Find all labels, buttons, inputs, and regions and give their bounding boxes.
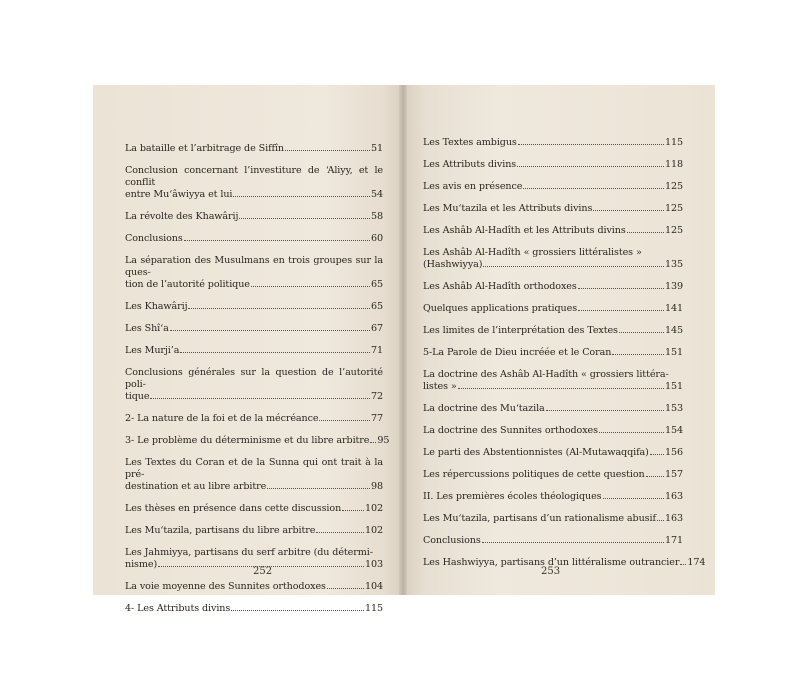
toc-entry [423, 491, 683, 503]
toc-entry-title-continued: destination et au libre arbitre [125, 481, 267, 492]
toc-entry [125, 255, 383, 291]
leader-dots [546, 410, 664, 411]
leader-dots [680, 564, 686, 565]
toc-entry [125, 323, 383, 335]
toc-entry [125, 503, 383, 515]
toc-entry-page: 141 [664, 303, 683, 314]
leader-dots [150, 398, 370, 399]
toc-entry-page: 98 [370, 481, 383, 492]
toc-entry [423, 347, 683, 359]
toc-entry [125, 603, 383, 615]
page-number-right: 253 [541, 566, 561, 577]
page-number-left: 252 [253, 566, 273, 577]
toc-entry-page: 163 [664, 491, 683, 502]
toc-entry [125, 211, 383, 223]
toc-entry-page: 54 [370, 189, 383, 200]
toc-entry-title: Le parti des Abstentionnistes (Al-Mutawaqqifa) [423, 447, 649, 458]
toc-entry [423, 159, 683, 171]
toc-entry [125, 345, 383, 357]
leader-dots [657, 520, 664, 521]
leader-dots [251, 286, 370, 287]
toc-entry-page: 115 [664, 137, 683, 148]
leader-dots [482, 542, 664, 543]
toc-entry-title: Les limites de l’interprétation des Textes [423, 325, 618, 336]
toc-entry-page: 103 [364, 559, 383, 570]
leader-dots [650, 454, 664, 455]
toc-entry-page: 51 [370, 143, 383, 154]
leader-dots [231, 610, 364, 611]
toc-entry [423, 447, 683, 459]
toc-entry-title: Les Ashâb Al-Hadîth orthodoxes [423, 281, 577, 292]
toc-entry-title: La doctrine des Mu‘tazila [423, 403, 545, 414]
toc-entry [423, 247, 683, 271]
toc-entry-page: 72 [370, 391, 383, 402]
toc-entry [423, 203, 683, 215]
right-toc-list [423, 137, 706, 579]
leader-dots [170, 330, 370, 331]
toc-entry-title: 2- La nature de la foi et de la mécréance [125, 413, 319, 424]
toc-entry-page: 125 [664, 225, 683, 236]
left-toc-list [125, 143, 390, 625]
toc-entry-page: 102 [364, 525, 383, 536]
toc-entry-title: Les Textes ambigus [423, 137, 517, 148]
toc-entry-page: 71 [370, 345, 383, 356]
toc-entry-title: Les Khawârij [125, 301, 188, 312]
toc-entry-title: La doctrine des Ashâb Al-Hadîth « grossiers littéra- [423, 369, 669, 380]
toc-entry-title: La séparation des Musulmans en trois groupes sur la ques- [125, 255, 383, 278]
leader-dots [578, 310, 664, 311]
toc-entry [125, 233, 383, 245]
toc-entry-page: 135 [664, 259, 683, 270]
toc-entry-title: La doctrine des Sunnites orthodoxes [423, 425, 598, 436]
toc-entry-title: Les répercussions politiques de cette question [423, 469, 645, 480]
toc-entry-title: Conclusion concernant l’investiture de ‘Aliyy, et le conflit [125, 165, 383, 188]
toc-entry [423, 137, 683, 149]
toc-entry [423, 403, 683, 415]
toc-entry-title: La révolte des Khawârij [125, 211, 239, 222]
toc-entry-page: 153 [664, 403, 683, 414]
toc-entry-page: 104 [364, 581, 383, 592]
leader-dots [518, 144, 664, 145]
toc-entry-page: 67 [370, 323, 383, 334]
toc-entry-page: 125 [664, 203, 683, 214]
toc-entry [423, 181, 683, 193]
leader-dots [327, 588, 364, 589]
toc-entry-title-continued: entre Mu‘âwiyya et lui [125, 189, 233, 200]
toc-entry [125, 581, 383, 593]
toc-entry-title-continued: (Hashwiyya) [423, 259, 483, 270]
toc-entry-page: 151 [664, 347, 683, 358]
toc-entry-title: Les Mu‘tazila, partisans d’un rationalisme abusif [423, 513, 656, 524]
toc-entry-page: 151 [664, 381, 683, 392]
toc-entry [423, 281, 683, 293]
toc-entry [125, 301, 383, 313]
toc-entry-title: Conclusions [125, 233, 183, 244]
toc-entry-title: Les Hashwiyya, partisans d’un littéralisme outrancier [423, 557, 680, 568]
toc-entry-title-continued: tion de l’autorité politique [125, 279, 250, 290]
toc-entry [423, 369, 683, 393]
toc-entry-title: Les Jahmiyya, partisans du serf arbitre (du détermi- [125, 547, 373, 558]
toc-entry-page: 163 [664, 513, 683, 524]
toc-entry-title: Les Ashâb Al-Hadîth « grossiers littéralistes » [423, 247, 642, 258]
toc-entry [125, 435, 390, 447]
toc-entry-page: 102 [364, 503, 383, 514]
leader-dots [319, 420, 370, 421]
toc-entry-title: Conclusions [423, 535, 481, 546]
toc-entry [423, 325, 683, 337]
toc-entry-page: 174 [687, 557, 706, 568]
toc-entry-title: Les Mu‘tazila, partisans du libre arbitre [125, 525, 316, 536]
toc-entry-title: La voie moyenne des Sunnites orthodoxes [125, 581, 326, 592]
leader-dots [523, 188, 664, 189]
toc-entry-title: Conclusions générales sur la question de l’autorité poli- [125, 367, 383, 390]
leader-dots [233, 196, 370, 197]
leader-dots [619, 332, 664, 333]
toc-entry-title: Les Murji’a [125, 345, 180, 356]
toc-entry-title: Les Attributs divins [423, 159, 517, 170]
leader-dots [370, 442, 376, 443]
toc-entry [423, 303, 683, 315]
toc-entry [423, 513, 683, 525]
toc-entry-page: 95 [377, 435, 390, 446]
leader-dots [316, 532, 364, 533]
toc-entry [125, 143, 383, 155]
toc-entry-title: Les Ashâb Al-Hadîth et les Attributs divins [423, 225, 626, 236]
toc-entry [423, 225, 683, 237]
toc-entry-title: 5-La Parole de Dieu incréée et le Coran [423, 347, 612, 358]
leader-dots [612, 354, 664, 355]
open-book [93, 85, 715, 614]
leader-dots [627, 232, 664, 233]
toc-entry-page: 58 [370, 211, 383, 222]
toc-entry-page: 65 [370, 279, 383, 290]
toc-entry-page: 156 [664, 447, 683, 458]
toc-entry-title: Les avis en présence [423, 181, 523, 192]
toc-entry-title: 3- Le problème du déterminisme et du libre arbitre [125, 435, 370, 446]
leader-dots [599, 432, 664, 433]
toc-entry-page: 145 [664, 325, 683, 336]
leader-dots [458, 388, 664, 389]
leader-dots [517, 166, 664, 167]
toc-entry-page: 171 [664, 535, 683, 546]
toc-entry-title: Quelques applications pratiques [423, 303, 578, 314]
toc-entry-title: Les Shî‘a [125, 323, 169, 334]
leader-dots [603, 498, 664, 499]
leader-dots [188, 308, 370, 309]
toc-entry [125, 457, 383, 493]
leader-dots [646, 476, 664, 477]
toc-entry-page: 65 [370, 301, 383, 312]
leader-dots [184, 240, 370, 241]
toc-entry-page: 60 [370, 233, 383, 244]
toc-entry-title-continued: nisme) [125, 559, 158, 570]
toc-entry [423, 535, 683, 547]
leader-dots [342, 510, 364, 511]
toc-entry-page: 118 [664, 159, 683, 170]
toc-entry [125, 367, 383, 403]
toc-entry-title: II. Les premières écoles théologiques [423, 491, 602, 502]
toc-entry [125, 165, 383, 201]
toc-entry-page: 139 [664, 281, 683, 292]
toc-entry-title: Les Mu‘tazila et les Attributs divins [423, 203, 593, 214]
leader-dots [483, 266, 664, 267]
toc-entry-title: La bataille et l’arbitrage de Siffîn [125, 143, 285, 154]
toc-entry-page: 157 [664, 469, 683, 480]
toc-entry [423, 425, 683, 437]
leader-dots [267, 488, 370, 489]
toc-entry-title: Les thèses en présence dans cette discussion [125, 503, 342, 514]
toc-entry [125, 525, 383, 537]
leader-dots [593, 210, 664, 211]
toc-entry-page: 77 [370, 413, 383, 424]
book-gutter [399, 85, 407, 595]
toc-entry-page: 115 [364, 603, 383, 614]
toc-entry-title-continued: listes » [423, 381, 457, 392]
leader-dots [239, 218, 370, 219]
leader-dots [578, 288, 664, 289]
leader-dots [285, 150, 370, 151]
toc-entry-page: 154 [664, 425, 683, 436]
toc-entry-title-continued: tique [125, 391, 150, 402]
toc-entry-title: Les Textes du Coran et de la Sunna qui ont trait à la pré- [125, 457, 383, 480]
toc-entry [423, 469, 683, 481]
toc-entry-page: 125 [664, 181, 683, 192]
toc-entry-title: 4- Les Attributs divins [125, 603, 231, 614]
toc-entry [125, 413, 383, 425]
leader-dots [180, 352, 370, 353]
